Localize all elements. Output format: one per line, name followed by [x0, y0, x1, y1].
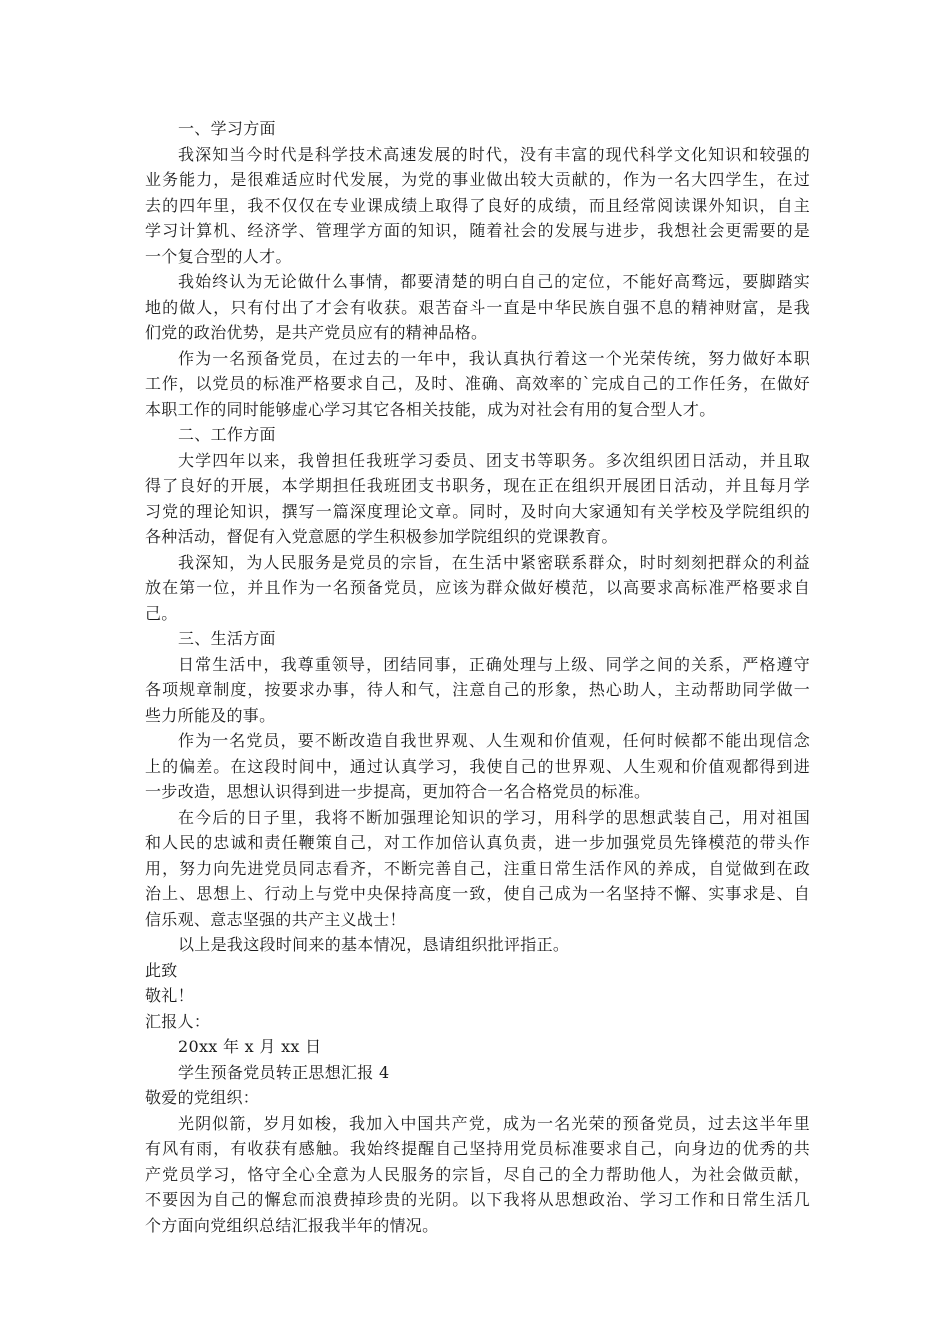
text-line: 工作，以党员的标准严格要求自己，及时、准确、高效率的`完成自己的工作任务，在做好	[145, 374, 810, 393]
text-line: 有风有雨，有收获有感触。我始终提醒自己坚持用党员标准要求自己，向身边的优秀的共	[145, 1139, 810, 1158]
text-line: 们党的政治优势，是共产党员应有的精神品格。	[145, 323, 488, 342]
text-line: 业务能力，是很难适应时代发展，为党的事业做出较大贡献的，作为一名大四学生，在过	[145, 170, 810, 189]
text-line: 产党员学习，恪守全心全意为人民服务的宗旨，尽自己的全力帮助他人，为社会做贡献，	[145, 1164, 810, 1184]
text-line: 大学四年以来，我曾担任我班学习委员、团支书等职务。多次组织团日活动，并且取	[178, 450, 810, 470]
text-line: 一、学习方面	[178, 119, 276, 138]
text-line: 三、生活方面	[178, 629, 276, 648]
text-line: 作为一名预备党员，在过去的一年中，我认真执行着这一个光荣传统，努力做好本职	[178, 348, 810, 368]
text-line: 个方面向党组织总结汇报我半年的情况。	[145, 1215, 439, 1235]
text-line: 不要因为自己的懈怠而浪费掉珍贵的光阴。以下我将从思想政治、学习工作和日常生活几	[145, 1190, 810, 1209]
text-line: 治上、思想上、行动上与党中央保持高度一致，使自己成为一名坚持不懈、实事求是、自	[145, 884, 810, 903]
text-line: 各种活动，督促有入党意愿的学生积极参加学院组织的党课教育。	[145, 527, 618, 546]
text-line: 得了良好的开展，本学期担任我班团支书职务，现在正在组织开展团日活动，并且每月学	[145, 476, 810, 495]
text-line: 20xx 年 x 月 xx 日	[178, 1037, 322, 1056]
text-line: 本职工作的同时能够虚心学习其它各相关技能，成为对社会有用的复合型人才。	[145, 399, 716, 419]
text-line: 和人民的忠诚和责任鞭策自己，对工作加倍认真负责，进一步加强党员先锋模范的带头作	[145, 833, 810, 852]
text-line: 信乐观、意志坚强的共产主义战士！	[145, 909, 406, 929]
text-line: 各项规章制度，按要求办事，待人和气，注意自己的形象，热心助人，主动帮助同学做一	[145, 680, 810, 699]
text-line: 作为一名党员，要不断改造自我世界观、人生观和价值观，任何时候都不能出现信念	[178, 731, 810, 750]
text-line: 汇报人：	[145, 1011, 211, 1031]
text-line: 我深知，为人民服务是党员的宗旨，在生活中紧密联系群众，时时刻刻把群众的利益	[178, 552, 810, 572]
text-line: 我始终认为无论做什么事情，都要清楚的明白自己的定位，不能好高骛远，要脚踏实	[178, 272, 810, 291]
text-line: 一个复合型的人才。	[145, 246, 292, 266]
text-line: 上的偏差。在这段时间中，通过认真学习，我使自己的世界观、人生观和价值观都得到进	[145, 756, 810, 776]
text-line: 去的四年里，我不仅仅在专业课成绩上取得了良好的成绩，而且经常阅读课外知识，自主	[145, 195, 810, 215]
text-line: 放在第一位，并且作为一名预备党员，应该为群众做好模范，以高要求高标准严格要求自	[145, 578, 810, 597]
text-line: 此致	[145, 960, 178, 980]
text-line: 地的做人，只有付出了才会有收获。艰苦奋斗一直是中华民族自强不息的精神财富，是我	[145, 297, 810, 317]
document-body	[145, 116, 810, 1238]
text-line: 我深知当今时代是科学技术高速发展的时代，没有丰富的现代科学文化知识和较强的	[178, 144, 810, 164]
text-line: 一步改造，思想认识得到进一步提高，更加符合一名合格党员的标准。	[145, 782, 651, 801]
text-line: 学生预备党员转正思想汇报 4	[178, 1062, 390, 1082]
text-line: 用，努力向先进党员同志看齐，不断完善自己，注重日常生活作风的养成，自觉做到在政	[145, 858, 810, 878]
text-line: 学习计算机、经济学、管理学方面的知识，随着社会的发展与进步，我想社会更需要的是	[145, 221, 810, 240]
text-line: 己。	[145, 603, 178, 623]
text-line: 二、工作方面	[178, 425, 276, 444]
text-line: 敬礼！	[145, 986, 194, 1005]
text-line: 以上是我这段时间来的基本情况，恳请组织批评指正。	[178, 935, 570, 954]
text-line: 些力所能及的事。	[145, 705, 276, 725]
text-line: 日常生活中，我尊重领导，团结同事，正确处理与上级、同学之间的关系，严格遵守	[178, 654, 810, 674]
text-line: 习党的理论知识，撰写一篇深度理论文章。同时，及时向大家通知有关学校及学院组织的	[145, 501, 810, 521]
text-line: 在今后的日子里，我将不断加强理论知识的学习，用科学的思想武装自己，用对祖国	[178, 807, 810, 827]
text-line: 敬爱的党组织：	[145, 1088, 260, 1107]
text-line: 光阴似箭，岁月如梭，我加入中国共产党，成为一名光荣的预备党员，过去这半年里	[178, 1113, 810, 1133]
